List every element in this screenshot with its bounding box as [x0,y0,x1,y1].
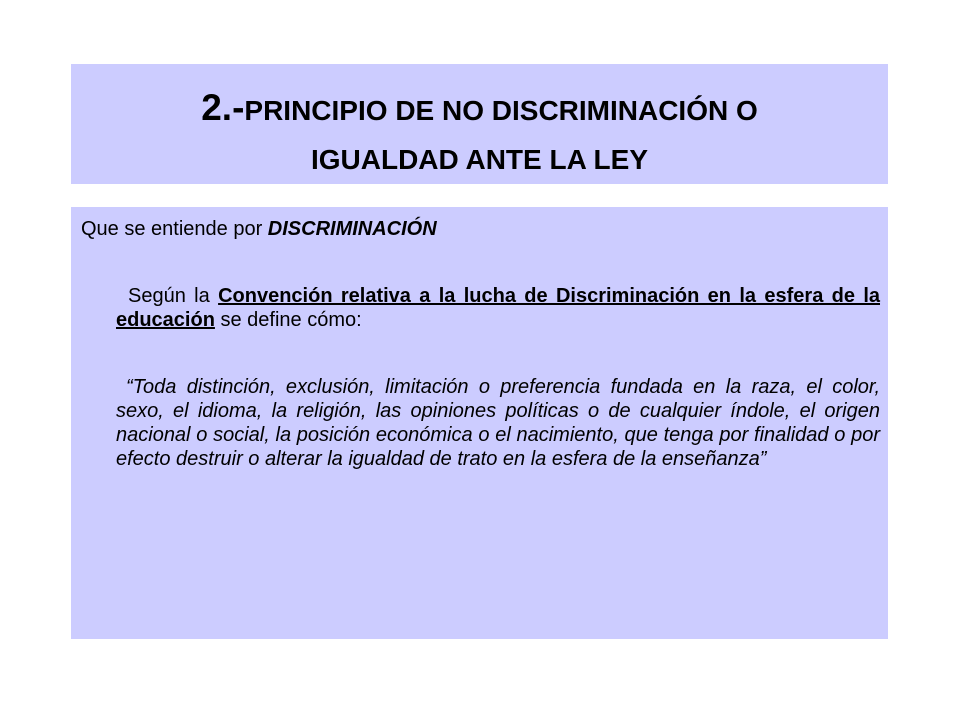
title-line-1: PRINCIPIO DE NO DISCRIMINACIÓN O [244,95,758,126]
title-line-2: IGUALDAD ANTE LA LEY [310,144,649,175]
intro-term: DISCRIMINACIÓN [267,218,437,240]
source-paragraph [116,284,880,332]
content-box [71,207,888,639]
intro-line [81,217,880,241]
title-box [71,64,888,184]
definition-quote: “Toda distinción, exclusión, limitación o preferencia fundada en la raza, el color, sexo, el idioma, la religión, las opiniones políticas o de cualquier índole, el origen nacional o social, la posición económica o el nacimiento, que tenga por finalidad o por efecto destruir o alterar la igualdad de trato en la esfera de la enseñanza” [116,376,880,470]
source-lead: Según la [128,285,219,307]
slide-title [71,86,888,187]
intro-lead: Que se entiende por [81,218,268,240]
title-number: 2.- [201,87,245,128]
source-trail: se define cómo: [214,309,362,331]
convention-name: Convención relativa a la lucha de Discriminación en la esfera de la educación [116,285,881,331]
